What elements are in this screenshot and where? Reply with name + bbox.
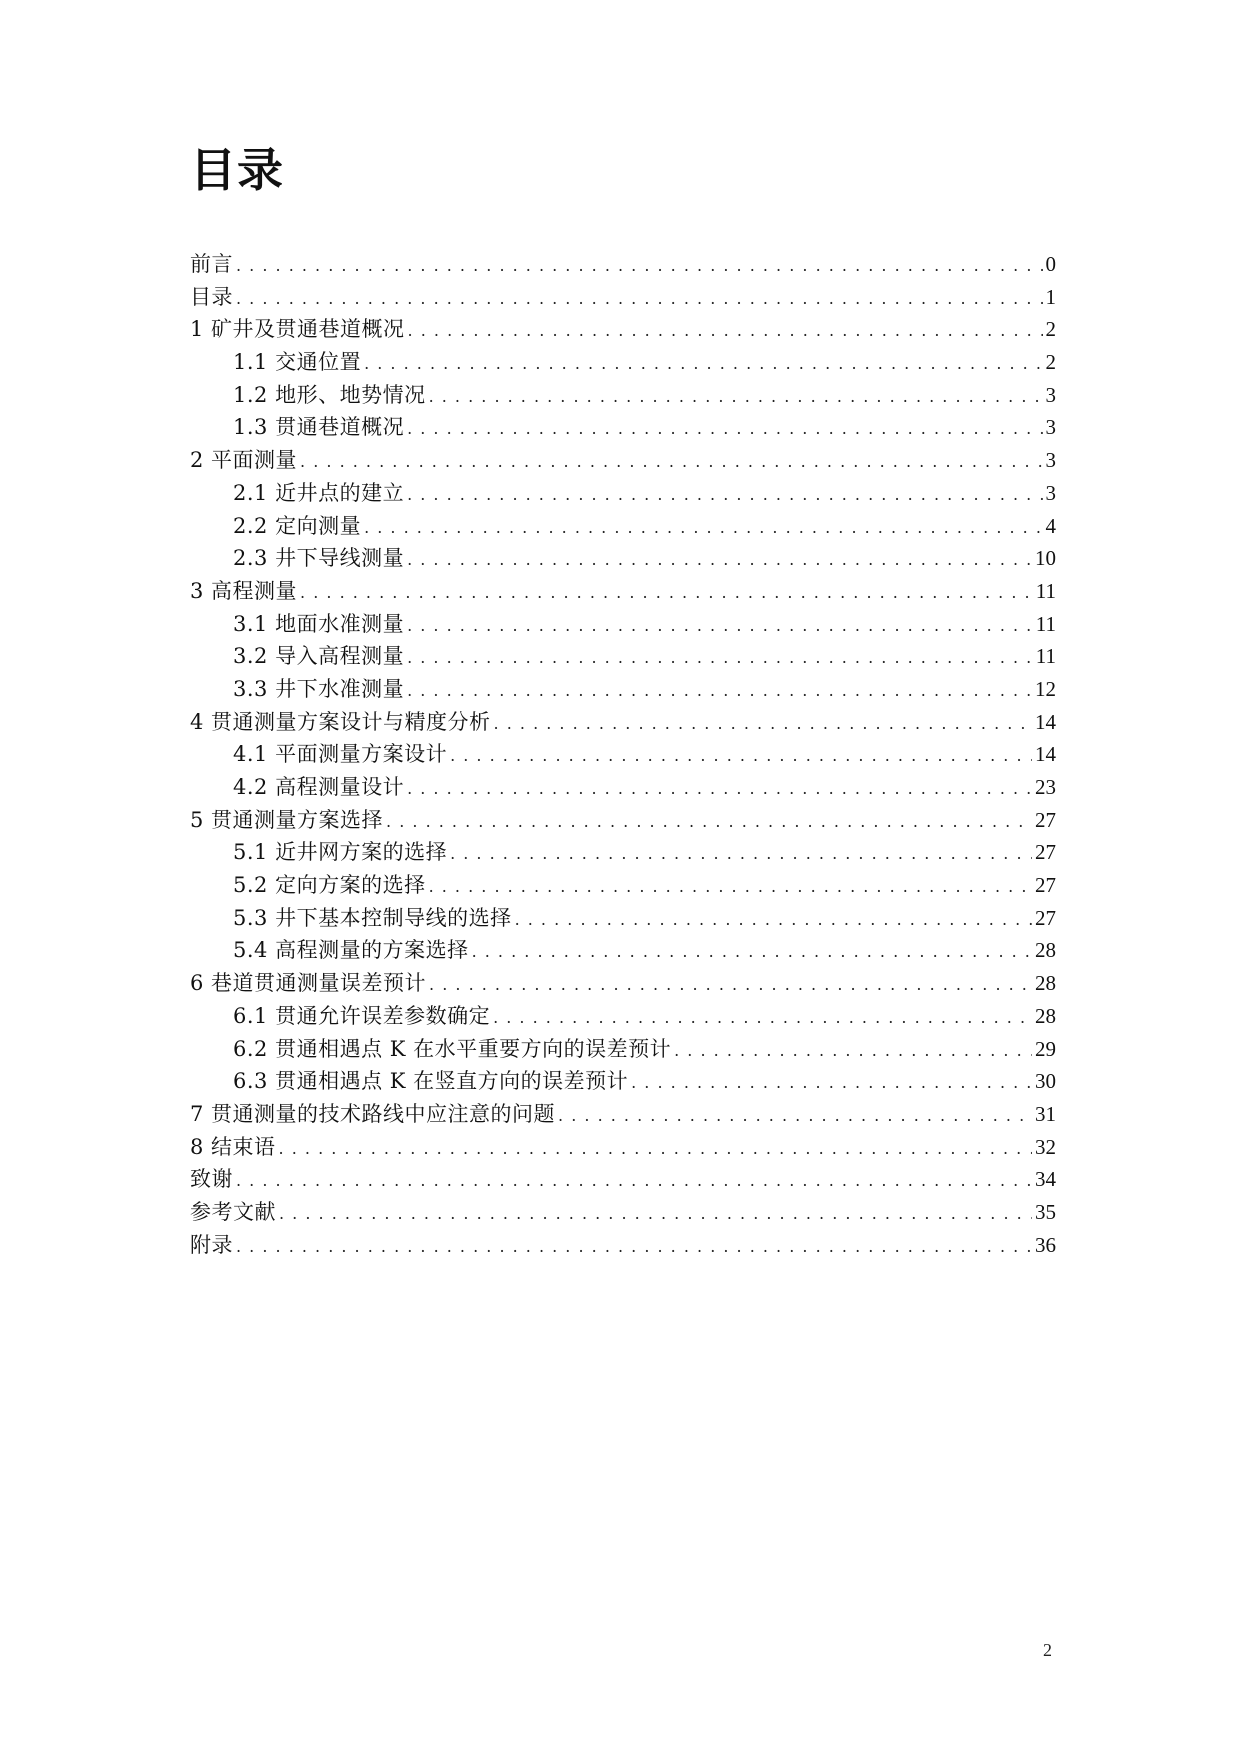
- toc-entry-label: 6 巷道贯通测量误差预计: [190, 971, 427, 996]
- toc-entry-label: 2 平面测量: [190, 448, 298, 473]
- toc-entry-page: 1: [1045, 284, 1056, 309]
- toc-dot-leader: [300, 444, 1042, 479]
- toc-entry-page: 2: [1045, 317, 1056, 342]
- toc-entry-label: 附录: [190, 1232, 233, 1257]
- toc-entry[interactable]: [190, 1033, 1056, 1066]
- toc-entry[interactable]: [190, 1196, 1056, 1229]
- toc-entry[interactable]: [190, 836, 1056, 869]
- toc-dot-leader: [631, 1065, 1032, 1100]
- toc-entry-label: 2.3 井下导线测量: [233, 546, 405, 571]
- toc-entry-page: 14: [1035, 709, 1056, 734]
- toc-entry[interactable]: [190, 1000, 1056, 1033]
- toc-dot-leader: [407, 542, 1032, 577]
- toc-entry-page: 2: [1045, 350, 1056, 375]
- toc-entry-label: 6.2 贯通相遇点 K 在水平重要方向的误差预计: [233, 1036, 672, 1061]
- toc-entry[interactable]: [190, 706, 1056, 739]
- toc-entry-label: 参考文献: [190, 1199, 276, 1224]
- toc-entry[interactable]: [190, 771, 1056, 804]
- toc-entry-label: 1 矿井及贯通巷道概况: [190, 317, 405, 342]
- toc-entry[interactable]: [190, 934, 1056, 967]
- toc-dot-leader: [408, 313, 1043, 348]
- toc-entry[interactable]: [190, 640, 1056, 673]
- toc-dot-leader: [236, 1229, 1032, 1264]
- toc-dot-leader: [236, 281, 1043, 316]
- toc-entry-page: 23: [1035, 775, 1056, 799]
- toc-entry-label: 2.1 近井点的建立: [233, 480, 405, 505]
- toc-entry[interactable]: [190, 411, 1056, 444]
- toc-entry[interactable]: [190, 967, 1056, 1000]
- toc-entry-label: 4 贯通测量方案设计与精度分析: [190, 709, 491, 734]
- toc-entry-label: 5.2 定向方案的选择: [233, 873, 426, 898]
- toc-entry-label: 5.4 高程测量的方案选择: [233, 938, 469, 963]
- toc-entry-page: 29: [1035, 1036, 1056, 1061]
- toc-dot-leader: [407, 477, 1042, 512]
- toc-entry[interactable]: [190, 313, 1056, 346]
- toc-dot-leader: [236, 1163, 1032, 1198]
- toc-dot-leader: [494, 706, 1032, 741]
- toc-entry[interactable]: [190, 1229, 1056, 1262]
- toc-entry[interactable]: [190, 738, 1056, 771]
- toc-entry-page: 32: [1035, 1134, 1056, 1159]
- toc-entry-label: 目录: [190, 284, 233, 309]
- toc-dot-leader: [472, 934, 1032, 969]
- toc-dot-leader: [364, 346, 1042, 381]
- toc-entry[interactable]: [190, 1163, 1056, 1196]
- page-title: 目录: [190, 143, 284, 197]
- toc-entry-label: 3 高程测量: [190, 578, 298, 603]
- toc-entry-label: 2.2 定向测量: [233, 513, 362, 538]
- toc-entry-label: 1.1 交通位置: [233, 350, 362, 375]
- toc-entry-page: 10: [1035, 546, 1056, 571]
- toc-entry[interactable]: [190, 575, 1056, 608]
- toc-entry[interactable]: [190, 1098, 1056, 1131]
- toc-dot-leader: [429, 379, 1043, 414]
- toc-entry[interactable]: [190, 608, 1056, 641]
- toc-entry-page: 35: [1035, 1199, 1056, 1224]
- toc-entry[interactable]: [190, 902, 1056, 935]
- toc-dot-leader: [279, 1131, 1032, 1166]
- toc-entry[interactable]: [190, 673, 1056, 706]
- toc-entry-label: 6.1 贯通允许误差参数确定: [233, 1003, 491, 1028]
- toc-entry[interactable]: [190, 248, 1056, 281]
- toc-dot-leader: [407, 640, 1033, 675]
- toc-dot-leader: [407, 411, 1042, 446]
- page-number: 2: [1043, 1640, 1052, 1660]
- toc-entry-page: 14: [1035, 742, 1056, 767]
- toc-entry-page: 36: [1035, 1232, 1056, 1257]
- toc-entry[interactable]: [190, 510, 1056, 543]
- toc-entry-label: 3.1 地面水准测量: [233, 611, 405, 636]
- toc-entry[interactable]: [190, 804, 1056, 837]
- toc-entry-page: 34: [1035, 1167, 1056, 1192]
- toc-entry-page: 3: [1045, 480, 1056, 505]
- toc-dot-leader: [407, 673, 1032, 708]
- toc-entry-label: 6.3 贯通相遇点 K 在竖直方向的误差预计: [233, 1069, 629, 1094]
- toc-entry-label: 1.2 地形、地势情况: [233, 382, 426, 407]
- toc-dot-leader: [493, 1000, 1032, 1035]
- toc-entry-page: 31: [1035, 1101, 1056, 1126]
- toc-dot-leader: [450, 738, 1032, 773]
- toc-entry-label: 致谢: [190, 1167, 233, 1192]
- toc-entry-label: 4.1 平面测量方案设计: [233, 742, 448, 767]
- toc-dot-leader: [450, 836, 1032, 871]
- toc-entry-page: 3: [1045, 415, 1056, 440]
- toc-dot-leader: [279, 1196, 1032, 1231]
- toc-dot-leader: [236, 248, 1043, 283]
- toc-dot-leader: [674, 1033, 1032, 1068]
- toc-entry-page: 11: [1035, 644, 1056, 669]
- toc-dot-leader: [386, 804, 1032, 839]
- toc-entry-page: 12: [1035, 676, 1056, 701]
- toc-entry[interactable]: [190, 869, 1056, 902]
- toc-entry-label: 1.3 贯通巷道概况: [233, 415, 405, 440]
- toc-entry-page: 27: [1035, 873, 1056, 898]
- toc-entry-page: 11: [1035, 578, 1056, 603]
- toc-entry-page: 0: [1045, 252, 1056, 276]
- toc-entry-page: 28: [1035, 1003, 1056, 1028]
- toc-dot-leader: [429, 967, 1032, 1002]
- toc-entry-label: 7 贯通测量的技术路线中应注意的问题: [190, 1101, 556, 1126]
- toc-entry[interactable]: [190, 281, 1056, 314]
- toc-entry-label: 5.3 井下基本控制导线的选择: [233, 905, 512, 930]
- toc-entry-page: 3: [1045, 448, 1056, 473]
- toc-entry-label: 3.2 导入高程测量: [233, 644, 405, 669]
- toc-entry-label: 5 贯通测量方案选择: [190, 807, 384, 832]
- toc-entry-label: 前言: [190, 252, 233, 276]
- toc-entry-page: 28: [1035, 938, 1056, 963]
- toc-entry[interactable]: [190, 346, 1056, 379]
- toc-entry[interactable]: [190, 1065, 1056, 1098]
- toc-entry[interactable]: [190, 542, 1056, 575]
- toc-entry[interactable]: [190, 477, 1056, 510]
- toc-entry[interactable]: [190, 379, 1056, 412]
- toc-dot-leader: [429, 869, 1032, 904]
- toc-entry-label: 8 结束语: [190, 1134, 276, 1159]
- toc-entry[interactable]: [190, 444, 1056, 477]
- toc-dot-leader: [407, 608, 1033, 643]
- toc-entry[interactable]: [190, 1131, 1056, 1164]
- toc-entry-label: 5.1 近井网方案的选择: [233, 840, 448, 865]
- toc-entry-page: 27: [1035, 807, 1056, 832]
- toc-entry-page: 27: [1035, 840, 1056, 865]
- toc-entry-label: 4.2 高程测量设计: [233, 775, 405, 799]
- toc-dot-leader: [364, 510, 1042, 545]
- toc-entry-page: 3: [1045, 382, 1056, 407]
- toc-dot-leader: [407, 771, 1032, 806]
- table-of-contents: [190, 248, 1056, 1261]
- toc-dot-leader: [558, 1098, 1032, 1133]
- toc-entry-page: 27: [1035, 905, 1056, 930]
- toc-entry-page: 30: [1035, 1069, 1056, 1094]
- toc-entry-page: 11: [1035, 611, 1056, 636]
- toc-dot-leader: [515, 902, 1032, 937]
- toc-dot-leader: [300, 575, 1033, 610]
- toc-entry-page: 4: [1045, 513, 1056, 538]
- toc-entry-page: 28: [1035, 971, 1056, 996]
- toc-entry-label: 3.3 井下水准测量: [233, 676, 405, 701]
